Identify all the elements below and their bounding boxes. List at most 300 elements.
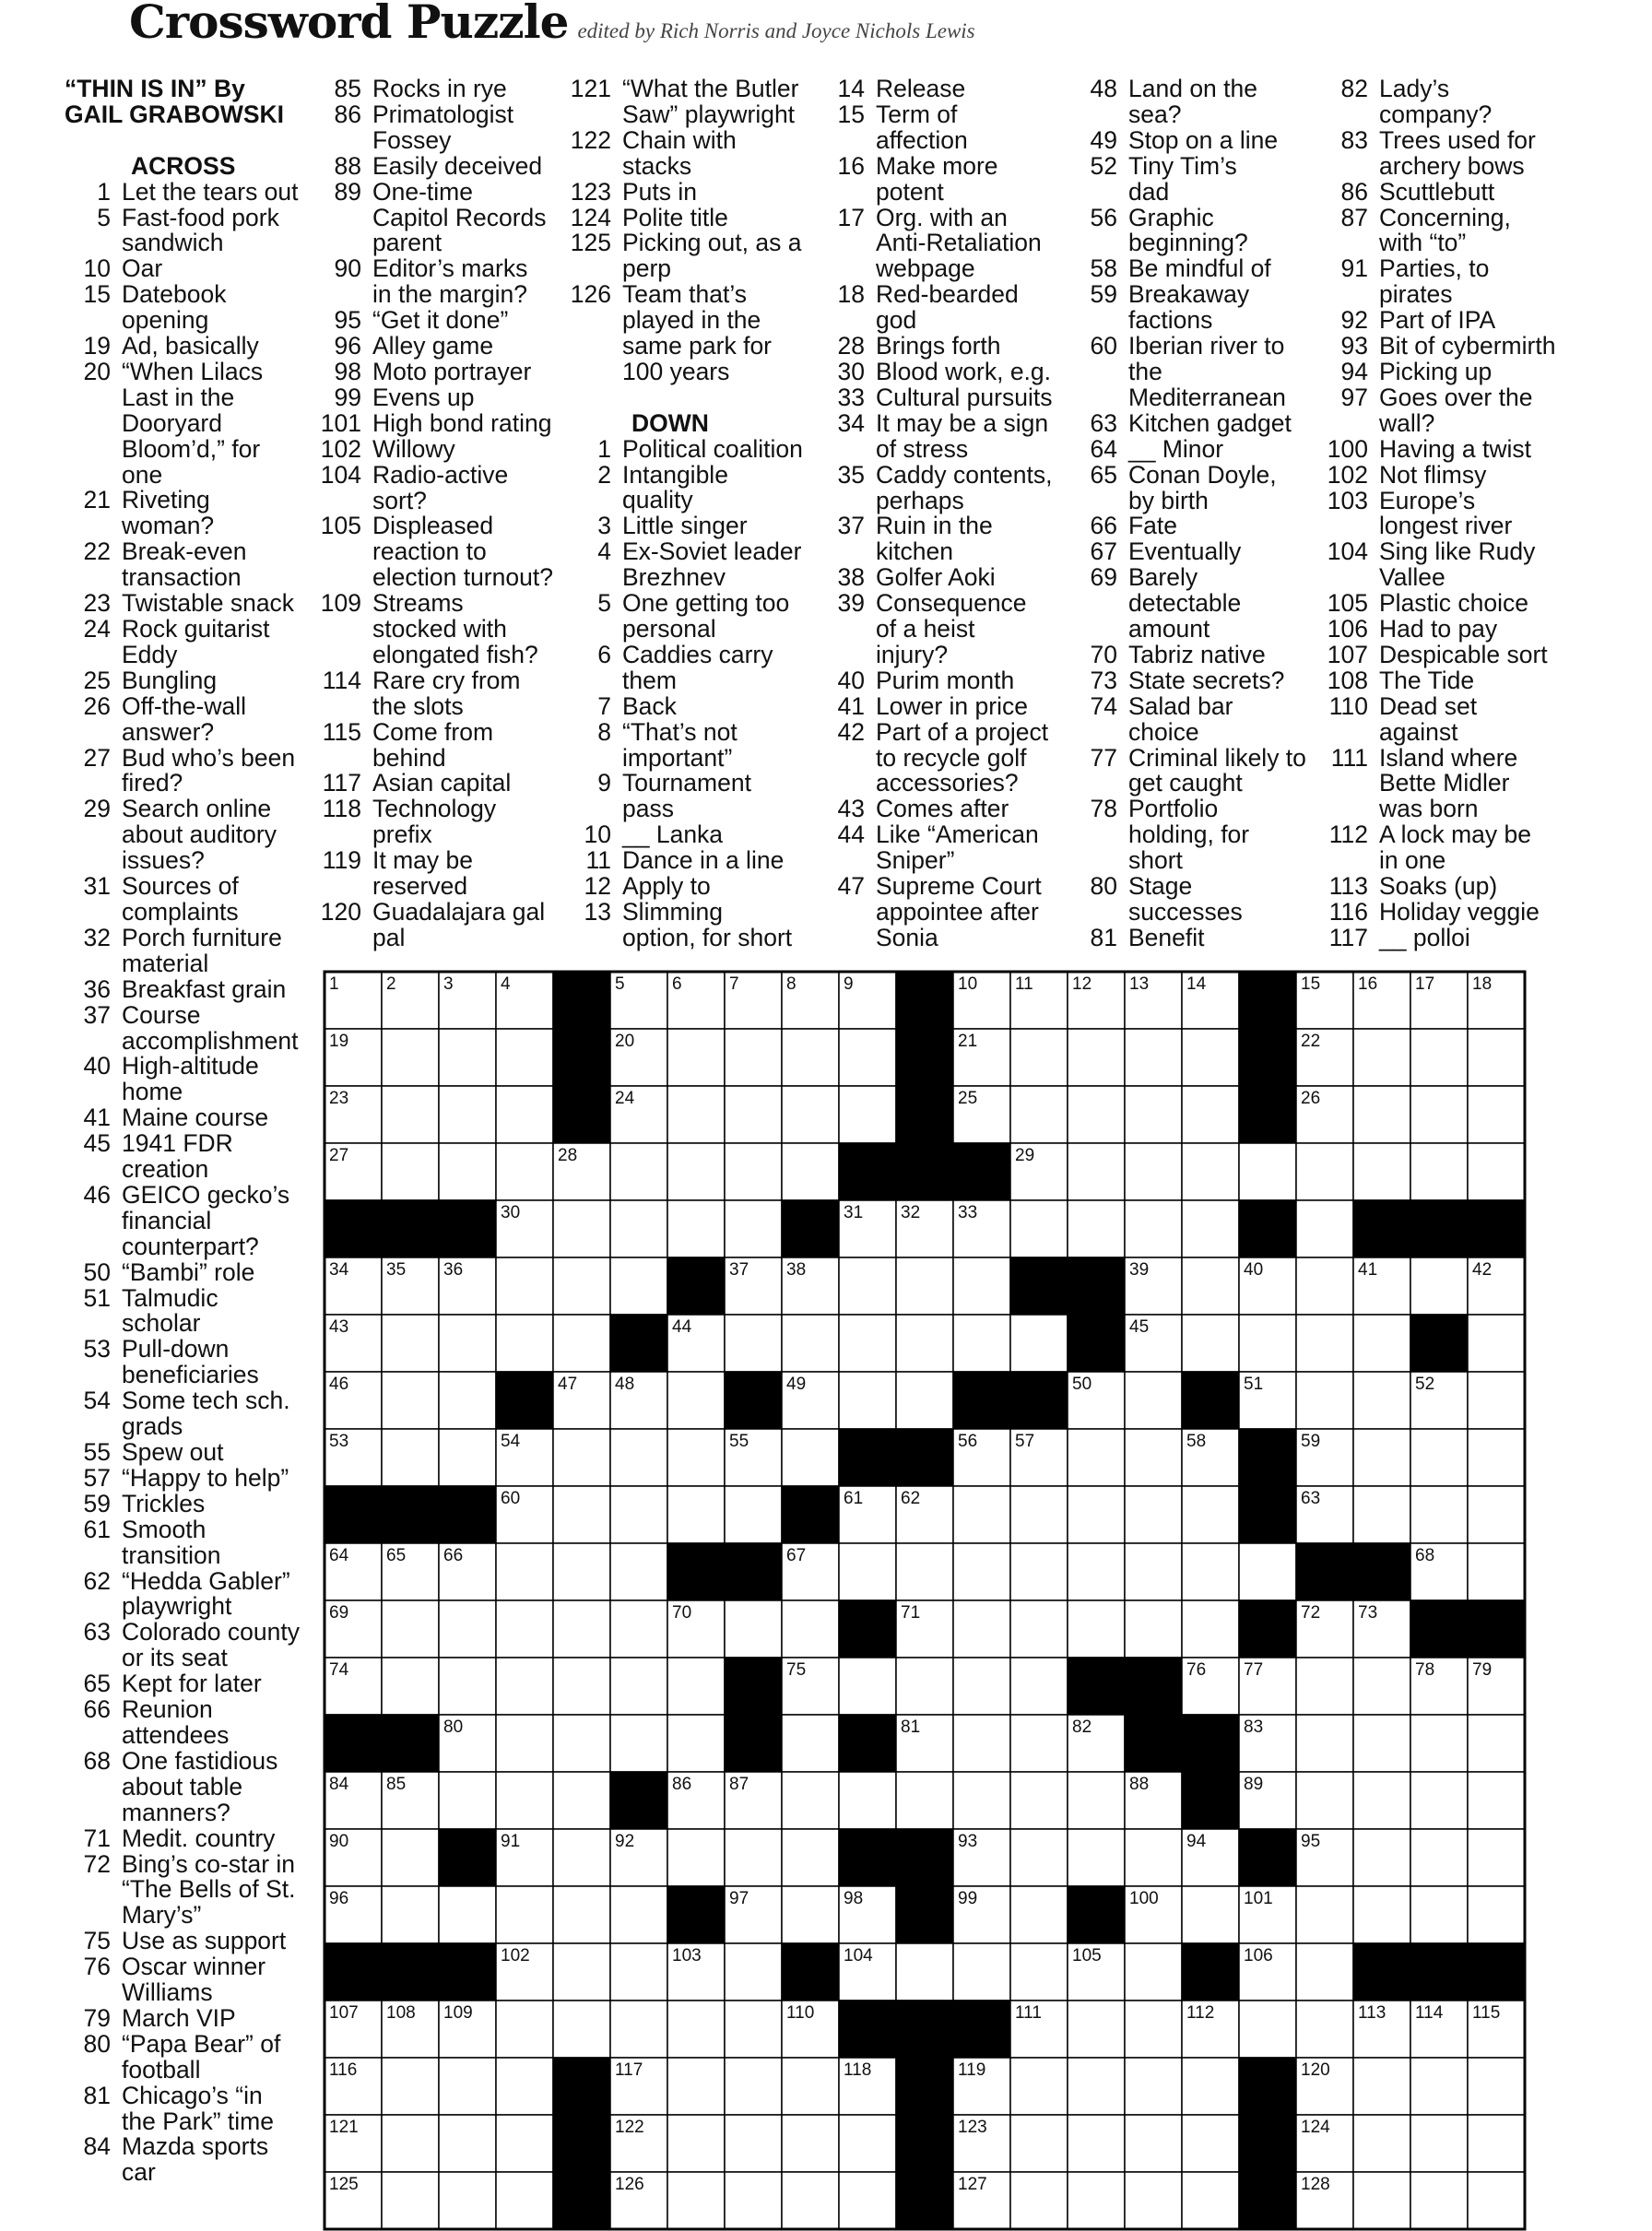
grid-cell[interactable] [496, 2001, 553, 2058]
clue-item[interactable] [313, 434, 553, 463]
grid-cell[interactable] [667, 1486, 725, 1543]
grid-cell[interactable] [839, 1772, 896, 1829]
grid-cell[interactable] [782, 1429, 839, 1486]
grid-cell[interactable] [553, 1543, 610, 1600]
grid-cell[interactable] [953, 1543, 1010, 1600]
grid-cell[interactable] [725, 1943, 782, 2001]
grid-cell[interactable] [439, 1029, 496, 1086]
grid-cell[interactable] [382, 1372, 439, 1429]
grid-cell[interactable] [725, 2115, 782, 2172]
grid-cell[interactable] [1468, 1886, 1525, 1943]
grid-cell[interactable] [1010, 1829, 1068, 1886]
grid-cell[interactable] [1468, 2115, 1525, 2172]
grid-cell[interactable] [896, 1315, 953, 1372]
grid-cell[interactable] [496, 1658, 553, 1715]
grid-cell[interactable] [439, 2115, 496, 2172]
clue-item[interactable] [1069, 565, 1306, 643]
grid-cell[interactable] [610, 1200, 667, 1257]
grid-cell[interactable] [1353, 1143, 1410, 1200]
clue-item[interactable] [313, 717, 553, 772]
clue-item[interactable] [63, 203, 300, 257]
grid-cell[interactable] [896, 1943, 953, 2001]
grid-cell[interactable] [439, 1772, 496, 1829]
clue-item[interactable] [313, 668, 553, 720]
grid-cell[interactable] [1239, 1543, 1296, 1600]
grid-cell[interactable] [725, 1029, 782, 1086]
grid-cell[interactable] [553, 1715, 610, 1772]
grid-cell[interactable] [382, 1143, 439, 1200]
grid-cell[interactable] [1468, 1086, 1525, 1143]
clue-item[interactable] [1069, 539, 1306, 565]
grid-cell[interactable] [1239, 1315, 1296, 1372]
grid-cell[interactable] [439, 1372, 496, 1429]
clue-item[interactable] [313, 77, 553, 102]
clue-item[interactable] [313, 900, 553, 951]
grid-cell[interactable] [439, 1658, 496, 1715]
grid-cell[interactable] [1068, 1086, 1125, 1143]
grid-cell[interactable] [1068, 1429, 1125, 1486]
grid-cell[interactable] [839, 1086, 896, 1143]
grid-cell[interactable] [839, 1543, 896, 1600]
clue-item[interactable] [817, 691, 1053, 720]
clue-item[interactable] [313, 591, 553, 668]
grid-cell[interactable] [953, 1715, 1010, 1772]
grid-cell[interactable] [553, 1200, 610, 1257]
grid-cell[interactable] [782, 1086, 839, 1143]
grid-cell[interactable] [667, 1829, 725, 1886]
clue-item[interactable] [1320, 177, 1555, 206]
clue-item[interactable] [1069, 408, 1306, 437]
grid-cell[interactable] [953, 1658, 1010, 1715]
grid-cell[interactable] [1296, 1315, 1353, 1372]
grid-cell[interactable] [1468, 1829, 1525, 1886]
grid-cell[interactable] [1068, 2172, 1125, 2229]
grid-cell[interactable] [610, 1715, 667, 1772]
grid-cell[interactable] [1182, 1257, 1239, 1315]
clue-item[interactable] [313, 256, 553, 308]
clue-item[interactable] [1069, 203, 1306, 257]
grid-cell[interactable] [1068, 1543, 1125, 1600]
clue-item[interactable] [1320, 334, 1555, 360]
clue-item[interactable] [817, 282, 1053, 334]
grid-cell[interactable] [1010, 1486, 1068, 1543]
grid-cell[interactable] [1125, 2172, 1182, 2229]
clue-item[interactable] [63, 1105, 300, 1131]
clue-item[interactable] [63, 256, 300, 282]
grid-cell[interactable] [782, 2172, 839, 2229]
clue-item[interactable] [63, 923, 300, 977]
grid-cell[interactable] [1010, 1086, 1068, 1143]
grid-cell[interactable] [1182, 1886, 1239, 1943]
grid-cell[interactable] [782, 1772, 839, 1829]
clue-item[interactable] [1069, 256, 1306, 282]
clue-item[interactable] [63, 2029, 300, 2083]
clue-item[interactable] [313, 771, 553, 797]
grid-cell[interactable] [667, 1372, 725, 1429]
grid-cell[interactable] [1068, 1029, 1125, 1086]
grid-cell[interactable] [782, 1886, 839, 1943]
grid-cell[interactable] [953, 1315, 1010, 1372]
clue-item[interactable] [63, 2083, 300, 2135]
grid-cell[interactable] [1125, 2001, 1182, 2058]
grid-cell[interactable] [1125, 1829, 1182, 1886]
grid-cell[interactable] [667, 1715, 725, 1772]
clue-item[interactable] [563, 230, 803, 282]
grid-cell[interactable] [610, 1543, 667, 1600]
grid-cell[interactable] [610, 1143, 667, 1200]
grid-cell[interactable] [382, 2172, 439, 2229]
clue-item[interactable] [1069, 797, 1306, 874]
clue-item[interactable] [1320, 385, 1555, 437]
clue-item[interactable] [1069, 691, 1306, 746]
grid-cell[interactable] [896, 1257, 953, 1315]
grid-cell[interactable] [782, 1029, 839, 1086]
grid-cell[interactable] [496, 2058, 553, 2115]
grid-cell[interactable] [839, 2172, 896, 2229]
clue-item[interactable] [1320, 357, 1555, 385]
grid-cell[interactable] [1182, 1486, 1239, 1543]
grid-cell[interactable] [839, 1029, 896, 1086]
grid-cell[interactable] [725, 2001, 782, 2058]
grid-cell[interactable] [553, 1886, 610, 1943]
clue-item[interactable] [1069, 77, 1306, 128]
clue-item[interactable] [1069, 151, 1306, 206]
grid-cell[interactable] [610, 1943, 667, 2001]
clue-item[interactable] [563, 434, 803, 463]
clue-item[interactable] [313, 385, 553, 411]
grid-cell[interactable] [1410, 1886, 1468, 1943]
grid-cell[interactable] [782, 1715, 839, 1772]
clue-item[interactable] [1320, 434, 1555, 463]
grid-cell[interactable] [1182, 1315, 1239, 1372]
clue-item[interactable] [63, 1463, 300, 1492]
clue-item[interactable] [63, 488, 300, 539]
grid-cell[interactable] [1010, 2115, 1068, 2172]
grid-cell[interactable] [1010, 2172, 1068, 2229]
grid-cell[interactable] [725, 1486, 782, 1543]
clue-item[interactable] [63, 2003, 300, 2032]
grid-cell[interactable] [782, 1315, 839, 1372]
grid-cell[interactable] [896, 1543, 953, 1600]
grid-cell[interactable] [1125, 1143, 1182, 1200]
grid-cell[interactable] [1068, 1143, 1125, 1200]
grid-cell[interactable] [496, 1543, 553, 1600]
grid-cell[interactable] [610, 1886, 667, 1943]
clue-item[interactable] [63, 357, 300, 489]
clue-item[interactable] [1069, 743, 1306, 797]
grid-cell[interactable] [667, 2058, 725, 2115]
grid-cell[interactable] [382, 1600, 439, 1658]
grid-cell[interactable] [1182, 1143, 1239, 1200]
clue-item[interactable] [817, 102, 1053, 154]
grid-cell[interactable] [782, 2058, 839, 2115]
grid-cell[interactable] [1353, 1486, 1410, 1543]
clue-item[interactable] [563, 125, 803, 180]
grid-cell[interactable] [382, 1086, 439, 1143]
grid-cell[interactable] [839, 1372, 896, 1429]
grid-cell[interactable] [1410, 2058, 1468, 2115]
grid-cell[interactable] [1010, 1600, 1068, 1658]
clue-item[interactable] [1069, 282, 1306, 334]
grid-cell[interactable] [439, 1429, 496, 1486]
clue-item[interactable] [1320, 640, 1555, 668]
grid-cell[interactable] [496, 2115, 553, 2172]
grid-cell[interactable] [1068, 2115, 1125, 2172]
clue-item[interactable] [313, 308, 553, 334]
clue-item[interactable] [313, 513, 553, 591]
grid-cell[interactable] [953, 1943, 1010, 2001]
clue-item[interactable] [63, 1131, 300, 1183]
grid-cell[interactable] [953, 1257, 1010, 1315]
grid-cell[interactable] [610, 1257, 667, 1315]
clue-item[interactable] [563, 591, 803, 643]
clue-item[interactable] [563, 897, 803, 951]
grid-cell[interactable] [1353, 1715, 1410, 1772]
grid-cell[interactable] [953, 1600, 1010, 1658]
grid-cell[interactable] [667, 2172, 725, 2229]
grid-cell[interactable] [725, 1315, 782, 1372]
grid-cell[interactable] [1125, 2115, 1182, 2172]
clue-item[interactable] [1320, 743, 1555, 823]
grid-cell[interactable] [1468, 1372, 1525, 1429]
grid-cell[interactable] [1296, 1257, 1353, 1315]
clue-item[interactable] [563, 691, 803, 720]
grid-cell[interactable] [439, 1315, 496, 1372]
clue-item[interactable] [63, 1746, 300, 1826]
grid-cell[interactable] [1068, 2001, 1125, 2058]
clue-item[interactable] [1320, 591, 1555, 617]
grid-cell[interactable] [553, 1486, 610, 1543]
grid-cell[interactable] [1410, 2115, 1468, 2172]
clue-item[interactable] [1069, 513, 1306, 539]
grid-cell[interactable] [1468, 2172, 1525, 2229]
clue-item[interactable] [817, 357, 1053, 385]
grid-cell[interactable] [1296, 1200, 1353, 1257]
clue-item[interactable] [1069, 923, 1306, 951]
clue-item[interactable] [1320, 617, 1555, 643]
clue-item[interactable] [563, 460, 803, 514]
clue-item[interactable] [817, 334, 1053, 360]
clue-item[interactable] [817, 408, 1053, 463]
clue-item[interactable] [1320, 668, 1555, 694]
grid-cell[interactable] [1010, 1200, 1068, 1257]
clue-item[interactable] [1069, 668, 1306, 694]
grid-cell[interactable] [1182, 2058, 1239, 2115]
grid-cell[interactable] [896, 1772, 953, 1829]
clue-item[interactable] [63, 1954, 300, 2006]
clue-item[interactable] [817, 591, 1053, 668]
clue-item[interactable] [313, 797, 553, 848]
grid-cell[interactable] [1296, 1886, 1353, 1943]
clue-item[interactable] [1320, 486, 1555, 540]
clue-item[interactable] [817, 822, 1053, 874]
grid-cell[interactable] [382, 1029, 439, 1086]
grid-cell[interactable] [725, 1600, 782, 1658]
clue-item[interactable] [63, 668, 300, 694]
clue-item[interactable] [63, 1849, 300, 1930]
clue-item[interactable] [817, 668, 1053, 694]
grid-cell[interactable] [1353, 1029, 1410, 1086]
grid-cell[interactable] [496, 1029, 553, 1086]
grid-cell[interactable] [667, 2001, 725, 2058]
grid-cell[interactable] [382, 2058, 439, 2115]
clue-item[interactable] [817, 513, 1053, 565]
grid-cell[interactable] [1353, 1086, 1410, 1143]
grid-cell[interactable] [553, 1600, 610, 1658]
grid-cell[interactable] [1296, 2001, 1353, 2058]
grid-cell[interactable] [1296, 1372, 1353, 1429]
grid-cell[interactable] [1410, 2172, 1468, 2229]
clue-item[interactable] [1320, 539, 1555, 591]
grid-cell[interactable] [953, 1772, 1010, 1829]
clue-item[interactable] [313, 102, 553, 154]
clue-item[interactable] [63, 1489, 300, 1517]
grid-cell[interactable] [1353, 1315, 1410, 1372]
clue-item[interactable] [1069, 125, 1306, 154]
grid-cell[interactable] [1410, 1257, 1468, 1315]
grid-cell[interactable] [839, 1257, 896, 1315]
grid-cell[interactable] [439, 1600, 496, 1658]
grid-cell[interactable] [496, 1143, 553, 1200]
grid-cell[interactable] [1010, 1715, 1068, 1772]
clue-item[interactable] [1320, 125, 1555, 180]
grid-cell[interactable] [553, 1943, 610, 2001]
grid-cell[interactable] [839, 1658, 896, 1715]
grid-cell[interactable] [382, 1829, 439, 1886]
clue-item[interactable] [1069, 434, 1306, 463]
clue-item[interactable] [63, 1620, 300, 1671]
clue-item[interactable] [1320, 900, 1555, 926]
grid-cell[interactable] [496, 1715, 553, 1772]
grid-cell[interactable] [382, 1658, 439, 1715]
grid-cell[interactable] [1125, 1200, 1182, 1257]
grid-cell[interactable] [782, 1143, 839, 1200]
clue-item[interactable] [1069, 334, 1306, 411]
grid-cell[interactable] [553, 1315, 610, 1372]
grid-cell[interactable] [1239, 1143, 1296, 1200]
clue-item[interactable] [63, 539, 300, 591]
clue-item[interactable] [563, 513, 803, 539]
clue-item[interactable] [63, 1929, 300, 1954]
clue-item[interactable] [313, 177, 553, 257]
clue-item[interactable] [817, 385, 1053, 411]
grid-cell[interactable] [953, 1486, 1010, 1543]
clue-item[interactable] [313, 460, 553, 514]
grid-cell[interactable] [782, 2115, 839, 2172]
clue-item[interactable] [563, 717, 803, 772]
grid-cell[interactable] [439, 2058, 496, 2115]
grid-cell[interactable] [1353, 2115, 1410, 2172]
grid-cell[interactable] [1410, 1143, 1468, 1200]
grid-cell[interactable] [610, 1600, 667, 1658]
grid-cell[interactable] [1010, 1315, 1068, 1372]
grid-cell[interactable] [553, 2001, 610, 2058]
grid-cell[interactable] [1468, 1715, 1525, 1772]
grid-cell[interactable] [1010, 1886, 1068, 1943]
grid-cell[interactable] [1125, 1429, 1182, 1486]
grid-cell[interactable] [1125, 1029, 1182, 1086]
grid-cell[interactable] [1182, 2115, 1239, 2172]
clue-item[interactable] [63, 591, 300, 617]
grid-cell[interactable] [1182, 1600, 1239, 1658]
clue-item[interactable] [563, 848, 803, 874]
grid-cell[interactable] [667, 1143, 725, 1200]
grid-cell[interactable] [1125, 2058, 1182, 2115]
grid-cell[interactable] [382, 1886, 439, 1943]
grid-cell[interactable] [1468, 1772, 1525, 1829]
grid-svg[interactable] [323, 970, 1527, 2231]
clue-item[interactable] [563, 203, 803, 231]
clue-item[interactable] [63, 1054, 300, 1105]
grid-cell[interactable] [667, 1658, 725, 1715]
grid-cell[interactable] [1125, 1543, 1182, 1600]
grid-cell[interactable] [725, 1143, 782, 1200]
grid-cell[interactable] [1010, 1943, 1068, 2001]
clue-item[interactable] [1069, 640, 1306, 668]
grid-cell[interactable] [553, 1429, 610, 1486]
grid-cell[interactable] [1353, 1429, 1410, 1486]
clue-item[interactable] [63, 743, 300, 797]
grid-cell[interactable] [1010, 1029, 1068, 1086]
grid-cell[interactable] [1296, 1143, 1353, 1200]
clue-item[interactable] [817, 460, 1053, 514]
grid-cell[interactable] [1125, 1086, 1182, 1143]
grid-cell[interactable] [1410, 1772, 1468, 1829]
grid-cell[interactable] [782, 1829, 839, 1886]
grid-cell[interactable] [553, 1658, 610, 1715]
clue-item[interactable] [313, 357, 553, 385]
clue-item[interactable] [1320, 203, 1555, 257]
clue-item[interactable] [63, 282, 300, 334]
grid-cell[interactable] [1410, 1029, 1468, 1086]
grid-cell[interactable] [1068, 1600, 1125, 1658]
grid-cell[interactable] [1468, 1315, 1525, 1372]
grid-cell[interactable] [610, 1486, 667, 1543]
clue-item[interactable] [63, 691, 300, 746]
clue-item[interactable] [63, 177, 300, 206]
grid-cell[interactable] [1125, 1943, 1182, 2001]
grid-cell[interactable] [1125, 1600, 1182, 1658]
grid-cell[interactable] [553, 1257, 610, 1315]
clue-item[interactable] [1320, 460, 1555, 489]
grid-cell[interactable] [1068, 1200, 1125, 1257]
clue-item[interactable] [63, 2134, 300, 2186]
grid-cell[interactable] [1010, 1658, 1068, 1715]
grid-cell[interactable] [496, 1315, 553, 1372]
grid-cell[interactable] [1068, 1772, 1125, 1829]
grid-cell[interactable] [496, 1772, 553, 1829]
clue-item[interactable] [817, 151, 1053, 206]
grid-cell[interactable] [1410, 1715, 1468, 1772]
clue-item[interactable] [63, 1388, 300, 1440]
grid-cell[interactable] [1010, 2058, 1068, 2115]
clue-item[interactable] [1320, 822, 1555, 874]
grid-cell[interactable] [1353, 1772, 1410, 1829]
clue-item[interactable] [1320, 256, 1555, 308]
clue-item[interactable] [63, 1337, 300, 1388]
grid-cell[interactable] [1468, 1543, 1525, 1600]
grid-cell[interactable] [496, 2172, 553, 2229]
grid-cell[interactable] [667, 1086, 725, 1143]
grid-cell[interactable] [1353, 1372, 1410, 1429]
grid-cell[interactable] [610, 1429, 667, 1486]
clue-item[interactable] [63, 617, 300, 668]
grid-cell[interactable] [1296, 1715, 1353, 1772]
grid-cell[interactable] [1410, 1429, 1468, 1486]
clue-item[interactable] [1069, 460, 1306, 514]
clue-item[interactable] [63, 1697, 300, 1749]
grid-cell[interactable] [782, 1600, 839, 1658]
